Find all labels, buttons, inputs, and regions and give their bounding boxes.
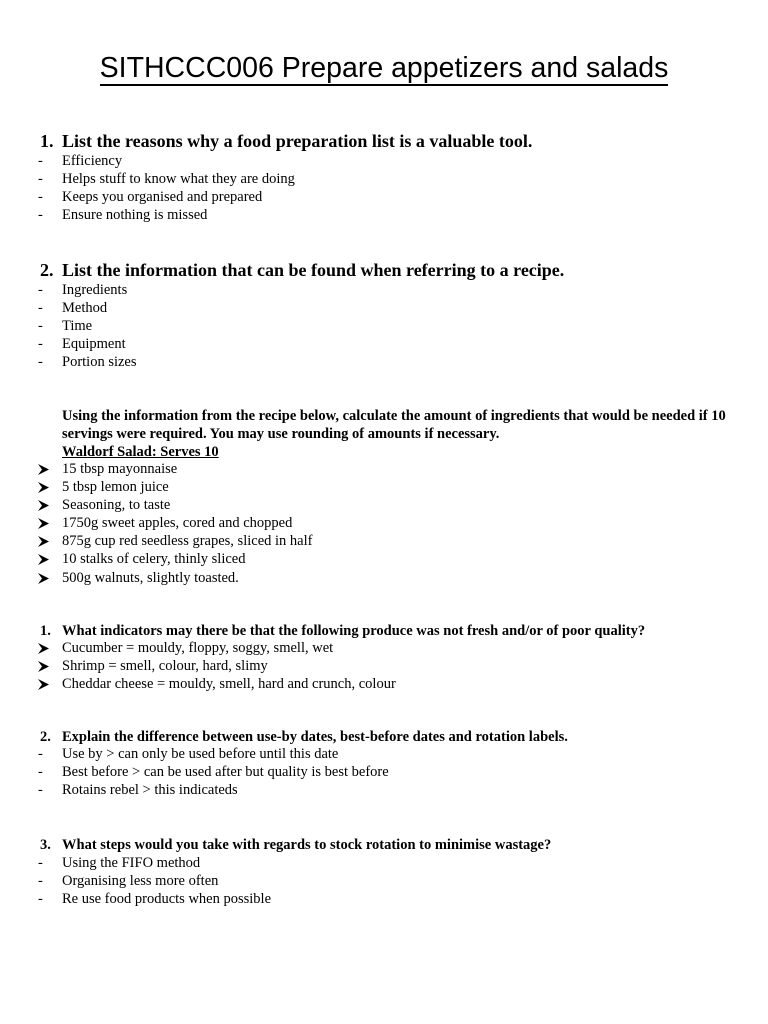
dash-bullet: -	[38, 318, 43, 335]
list-item	[38, 299, 137, 317]
question-text: List the information that can be found when referring to a recipe.	[62, 260, 565, 280]
arrow-bullet-icon	[38, 675, 58, 690]
page-title	[0, 50, 768, 86]
list-item	[38, 281, 137, 299]
list-item	[38, 675, 396, 693]
list-item	[38, 335, 137, 353]
recipe-instruction-text: Using the information from the recipe below, calculate the amount of ingredients that would be needed if 10 servings were required. You may use rounding of amounts if necessary.	[62, 408, 726, 442]
list-item	[38, 550, 312, 568]
arrow-bullet-icon	[38, 639, 58, 654]
ingredient-text: 5 tbsp lemon juice	[62, 479, 169, 496]
list-item	[38, 781, 389, 799]
dash-bullet: -	[38, 746, 43, 762]
answer-text: Best before > can be used after but quality is best before	[62, 764, 389, 781]
question-produce-heading	[40, 622, 645, 640]
list-item	[38, 569, 312, 587]
dash-bullet: -	[38, 782, 43, 799]
ingredient-text: Seasoning, to taste	[62, 497, 171, 514]
list-item	[38, 763, 389, 781]
question-number: 1.	[40, 623, 51, 639]
list-item	[38, 496, 312, 514]
arrow-bullet-icon	[38, 496, 58, 511]
list-item	[38, 188, 295, 206]
list-item	[38, 890, 271, 908]
ingredient-text: 875g cup red seedless grapes, sliced in half	[62, 533, 313, 550]
answer-text: Equipment	[62, 336, 126, 353]
answer-list-1	[38, 152, 295, 224]
answer-text: Helps stuff to know what they are doing	[62, 171, 295, 188]
question-text: List the reasons why a food preparation list is a valuable tool.	[62, 131, 533, 151]
question-number: 3.	[40, 837, 51, 853]
list-item	[38, 317, 137, 335]
question-2-heading	[40, 259, 564, 281]
dash-bullet: -	[38, 189, 43, 206]
list-item	[38, 460, 312, 478]
question-number: 2.	[40, 729, 51, 745]
list-item	[38, 532, 312, 550]
list-item	[38, 872, 271, 890]
page-title-text: SITHCCC006 Prepare appetizers and salads	[99, 52, 669, 84]
arrow-bullet-icon	[38, 532, 58, 547]
dash-bullet: -	[38, 300, 43, 317]
dash-bullet: -	[38, 207, 43, 224]
list-item	[38, 854, 271, 872]
answer-text: Efficiency	[62, 153, 123, 169]
arrow-bullet-icon	[38, 478, 58, 493]
dash-bullet: -	[38, 354, 43, 371]
answer-text: Rotains rebel > this indicateds	[62, 782, 238, 799]
answer-text: Time	[62, 318, 93, 335]
list-item	[38, 745, 389, 763]
arrow-bullet-icon	[38, 550, 58, 565]
list-item	[38, 353, 137, 371]
question-text: What indicators may there be that the following produce was not fresh and/or of poor quality?	[62, 623, 646, 639]
list-item	[38, 639, 396, 657]
answer-list-2	[38, 281, 137, 371]
dash-bullet: -	[38, 171, 43, 188]
list-item	[38, 170, 295, 188]
recipe-heading: Waldorf Salad: Serves 10	[62, 444, 219, 460]
answer-text: Re use food products when possible	[62, 891, 272, 908]
question-1-heading	[40, 130, 532, 152]
answer-list-stock	[38, 854, 271, 908]
question-number: 1.	[40, 131, 54, 151]
answer-text: Ensure nothing is missed	[62, 207, 208, 224]
question-text: Explain the difference between use-by dates, best-before dates and rotation labels.	[62, 729, 568, 745]
ingredient-text: 10 stalks of celery, thinly sliced	[62, 551, 246, 568]
recipe-ingredient-list	[38, 460, 312, 587]
answer-list-produce	[38, 639, 396, 693]
answer-text: Method	[62, 300, 108, 317]
answer-list-dates	[38, 745, 389, 799]
question-dates-heading	[40, 728, 568, 746]
ingredient-text: 15 tbsp mayonnaise	[62, 461, 178, 477]
ingredient-text: 500g walnuts, slightly toasted.	[62, 569, 239, 586]
question-text: What steps would you take with regards to stock rotation to minimise wastage?	[62, 837, 552, 853]
answer-text: Shrimp = smell, colour, hard, slimy	[62, 658, 268, 675]
answer-text: Cucumber = mouldy, floppy, soggy, smell, wet	[62, 640, 334, 656]
answer-text: Organising less more often	[62, 873, 219, 890]
arrow-bullet-icon	[38, 460, 58, 475]
answer-text: Use by > can only be used before until this date	[62, 746, 339, 762]
arrow-bullet-icon	[38, 514, 58, 529]
question-stock-heading	[40, 836, 551, 854]
question-number: 2.	[40, 260, 54, 280]
dash-bullet: -	[38, 336, 43, 353]
list-item	[38, 478, 312, 496]
list-item	[38, 514, 312, 532]
recipe-instructions	[62, 407, 752, 461]
answer-text: Cheddar cheese = mouldy, smell, hard and crunch, colour	[62, 676, 396, 693]
answer-text: Portion sizes	[62, 354, 137, 371]
ingredient-text: 1750g sweet apples, cored and chopped	[62, 515, 293, 532]
dash-bullet: -	[38, 282, 43, 298]
arrow-bullet-icon	[38, 657, 58, 672]
list-item	[38, 206, 295, 224]
list-item	[38, 152, 295, 170]
answer-text: Using the FIFO method	[62, 855, 201, 871]
arrow-bullet-icon	[38, 569, 58, 584]
answer-text: Keeps you organised and prepared	[62, 189, 263, 206]
dash-bullet: -	[38, 764, 43, 781]
dash-bullet: -	[38, 873, 43, 890]
dash-bullet: -	[38, 153, 43, 169]
answer-text: Ingredients	[62, 282, 128, 298]
dash-bullet: -	[38, 855, 43, 871]
list-item	[38, 657, 396, 675]
dash-bullet: -	[38, 891, 43, 908]
